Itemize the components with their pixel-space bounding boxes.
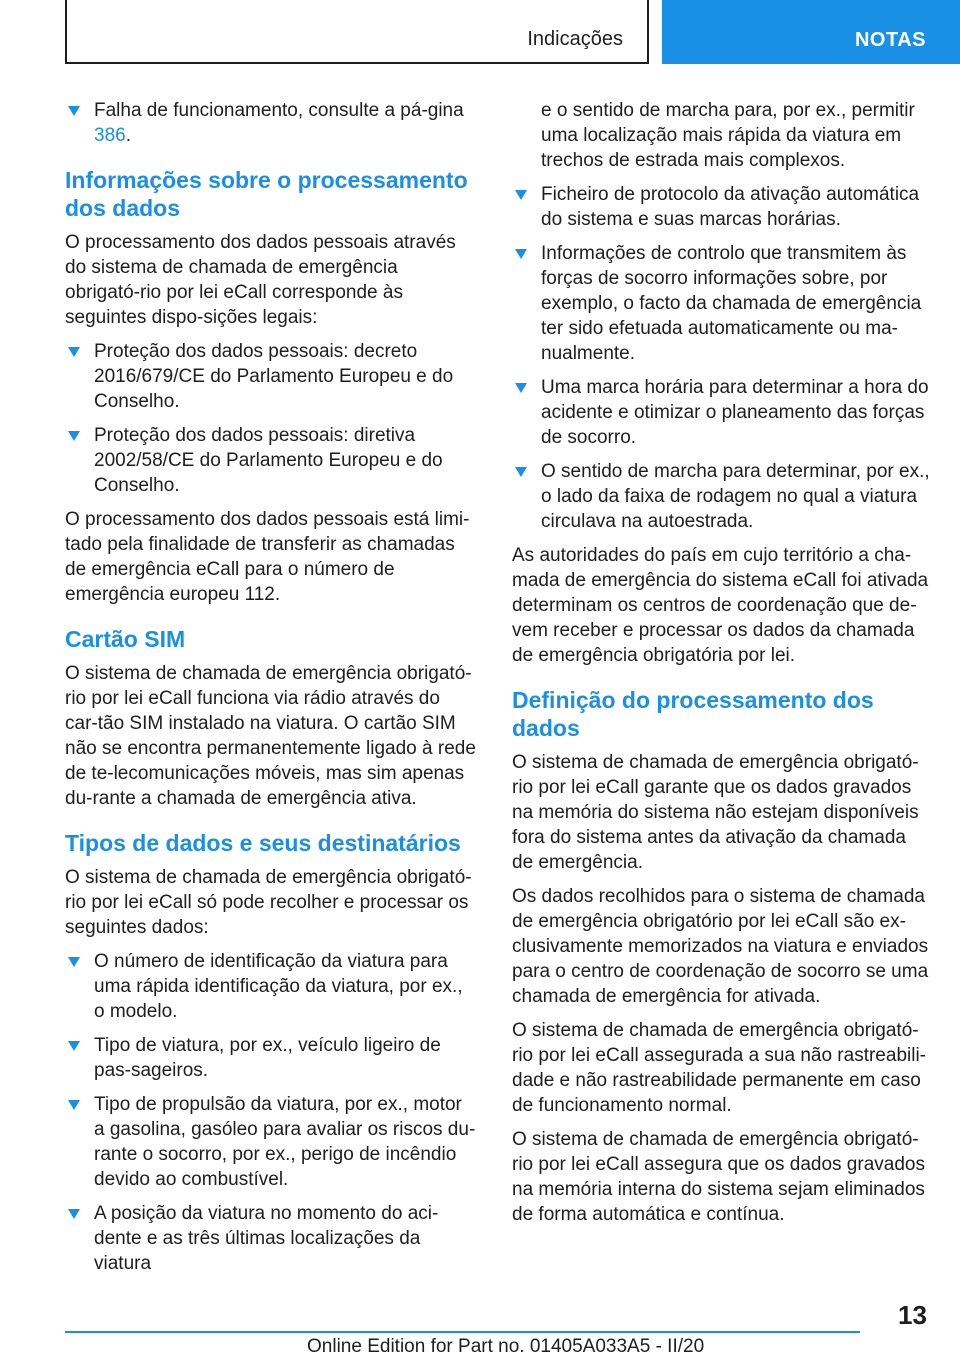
section-heading: Definição do processamento dos dados <box>512 687 874 741</box>
paragraph: O sistema de chamada de emergência obrigató-rio por lei eCall só pode recolher e processar os seguintes dados: <box>65 867 472 938</box>
edition-footer: Online Edition for Part no. 01405A033A5 - II/20 <box>307 1336 705 1357</box>
bullet-item: O número de identificação da viatura para uma rápida identificação da viatura, por ex., o modelo. <box>65 949 477 1024</box>
bullet-continuation: e o sentido de marcha para, por ex., permitir uma localização mais rápida da viatura em trechos de estrada mais complexos. <box>541 100 915 171</box>
paragraph: O sistema de chamada de emergência obrigató-rio por lei eCall garante que os dados gravados na memória do sistema não estejam disponíveis fora do sistema antes da ativação da chamada de emergência. <box>512 752 919 873</box>
bullet-item: O sentido de marcha para determinar, por ex., o lado da faixa de rodagem no qual a viatura circulava na autoestrada. <box>512 459 930 534</box>
section-label: Indicações <box>527 28 623 50</box>
bullet-item: A posição da viatura no momento do aci-dente e as três últimas localizações da viatura <box>65 1201 477 1276</box>
right-column <box>512 98 930 1236</box>
bullet-item: Informações de controlo que transmitem às forças de socorro informações sobre, por exemplo, o facto da chamada de emergência ter sido efetuada automaticamente ou ma-nualmente. <box>512 241 930 366</box>
paragraph: O processamento dos dados pessoais está limi-tado pela finalidade de transferir as chamadas de emergência eCall para o número de emergência europeu 112. <box>65 509 470 605</box>
footer-divider <box>65 1331 860 1333</box>
paragraph: As autoridades do país em cujo território a cha-mada de emergência do sistema eCall foi ativada determinam os centros de coordenação que de-vem receber e processar os dados da chamada de emergência obrigatória por lei. <box>512 545 929 666</box>
section-heading: Cartão SIM <box>65 626 186 652</box>
bullet-item: Tipo de propulsão da viatura, por ex., motor a gasolina, gasóleo para avaliar os riscos du-rante o socorro, por ex., perigo de incêndio devido ao combustível. <box>65 1092 477 1192</box>
bullet-item: Proteção dos dados pessoais: diretiva 2002/58/CE do Parlamento Europeu e do Conselho. <box>65 423 477 498</box>
paragraph: O processamento dos dados pessoais através do sistema de chamada de emergência obrigató-rio por lei eCall corresponde às seguintes dispo-sições legais: <box>65 232 456 328</box>
paragraph: O sistema de chamada de emergência obrigató-rio por lei eCall funciona via rádio através do car-tão SIM instalado na viatura. O cartão SIM não se encontra permanentemente ligado à rede de te-lecomunicações móveis, mas sim apenas du-rante a chamada de emergência ativa. <box>65 663 476 809</box>
bullet-item: Proteção dos dados pessoais: decreto 2016/679/CE do Parlamento Europeu e do Conselho. <box>65 339 477 414</box>
chapter-label[interactable]: NOTAS <box>662 0 960 64</box>
paragraph: O sistema de chamada de emergência obrigató-rio por lei eCall assegurada a sua não rastreabili-dade e não rastreabilidade permanente em caso de funcionamento normal. <box>512 1020 927 1116</box>
bullet-item: Ficheiro de protocolo da ativação automática do sistema e suas marcas horárias. <box>512 182 930 232</box>
bullet-item: Tipo de viatura, por ex., veículo ligeiro de pas-sageiros. <box>65 1033 477 1083</box>
bullet-item: Falha de funcionamento, consulte a pá-gina 386. <box>65 98 477 148</box>
paragraph: O sistema de chamada de emergência obrigató-rio por lei eCall assegura que os dados gravados na memória interna do sistema sejam eliminados de forma automática e contínua. <box>512 1129 925 1225</box>
section-heading: Informações sobre o processamento dos dados <box>65 167 468 221</box>
left-column <box>65 98 477 1285</box>
header-tab <box>65 0 649 64</box>
section-heading: Tipos de dados e seus destinatários <box>65 830 461 856</box>
bullet-item: Uma marca horária para determinar a hora do acidente e otimizar o planeamento das forças de socorro. <box>512 375 930 450</box>
page-link[interactable]: 386 <box>94 125 126 146</box>
page-number: 13 <box>898 1300 927 1330</box>
paragraph: Os dados recolhidos para o sistema de chamada de emergência obrigatório por lei eCall são ex-clusivamente memorizados na viatura e enviados para o centro de coordenação de socorro se uma chamada de emergência for ativada. <box>512 886 929 1007</box>
